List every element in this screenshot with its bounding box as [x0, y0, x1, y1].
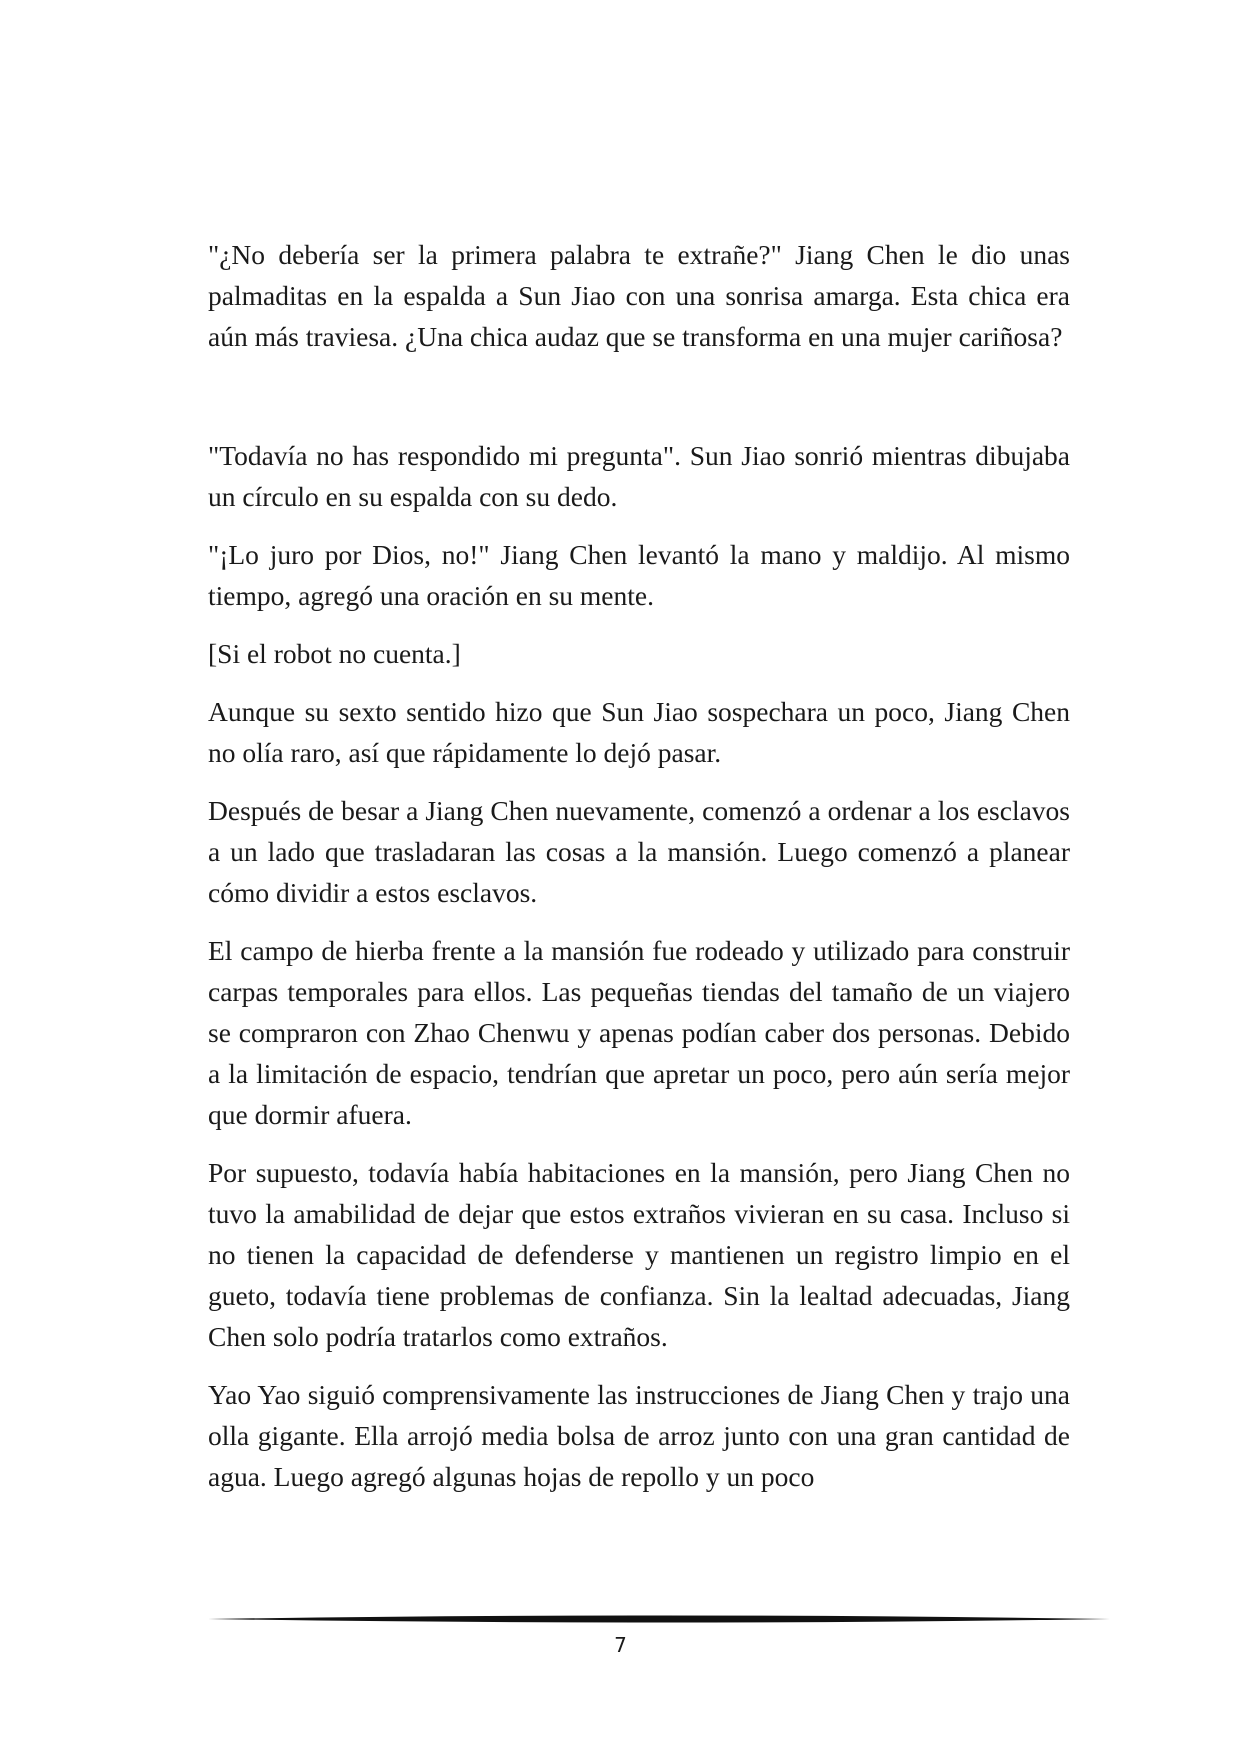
body-text [208, 234, 1070, 1514]
paragraph-5: Aunque su sexto sentido hizo que Sun Jiao sospechara un poco, Jiang Chen no olía raro, así que rápidamente lo dejó pasar. [208, 696, 1070, 768]
paragraph-8: Por supuesto, todavía había habitaciones en la mansión, pero Jiang Chen no tuvo la amabilidad de dejar que estos extraños vivieran en su casa. Incluso si no tienen la capacidad de defenderse y mantienen un registro limpio en el gueto, todavía tiene problemas de confianza. Sin la lealtad adecuadas, Jiang Chen solo podría tratarlos como extraños. [208, 1157, 1070, 1352]
paragraph-3: "¡Lo juro por Dios, no!" Jiang Chen levantó la mano y maldijo. Al mismo tiempo, agregó una oración en su mente. [208, 539, 1070, 611]
paragraph-6: Después de besar a Jiang Chen nuevamente, comenzó a ordenar a los esclavos a un lado que trasladaran las cosas a la mansión. Luego comenzó a planear cómo dividir a estos esclavos. [208, 795, 1070, 908]
paragraph-9: Yao Yao siguió comprensivamente las instrucciones de Jiang Chen y trajo una olla gigante. Ella arrojó media bolsa de arroz junto con una gran cantidad de agua. Luego agregó algunas hojas de repollo y un poco [208, 1379, 1070, 1492]
paragraph-2: "Todavía no has respondido mi pregunta". Sun Jiao sonrió mientras dibujaba un círculo en su espalda con su dedo. [208, 440, 1070, 512]
paragraph-7: El campo de hierba frente a la mansión fue rodeado y utilizado para construir carpas temporales para ellos. Las pequeñas tiendas del tamaño de un viajero se compraron con Zhao Chenwu y apenas podían caber dos personas. Debido a la limitación de espacio, tendrían que apretar un poco, pero aún sería mejor que dormir afuera. [208, 935, 1070, 1130]
footer-divider [208, 1613, 1110, 1625]
page-number: 7 [614, 1633, 627, 1657]
paragraph-1: "¿No debería ser la primera palabra te extrañe?" Jiang Chen le dio unas palmaditas en la espalda a Sun Jiao con una sonrisa amarga. Esta chica era aún más traviesa. ¿Una chica audaz que se transforma en una mujer cariñosa? [208, 239, 1070, 352]
paragraph-4: [Si el robot no cuenta.] [208, 638, 461, 669]
